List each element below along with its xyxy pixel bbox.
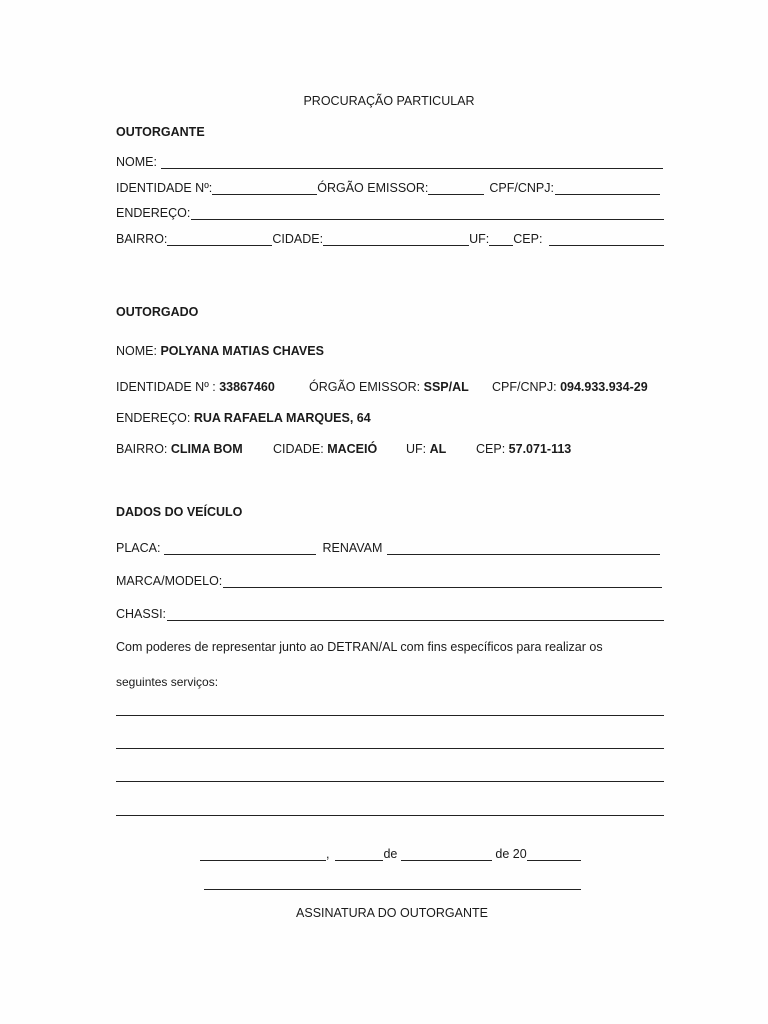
date-year-field[interactable]: [527, 849, 581, 861]
outorgante-bairro-field[interactable]: [167, 234, 272, 246]
date-de-2: de 20: [495, 847, 527, 861]
document-title: PROCURAÇÃO PARTICULAR: [303, 94, 475, 108]
outorgado-orgao-row: [309, 380, 469, 394]
outorgado-cep-label: CEP:: [476, 442, 506, 456]
outorgante-orgao-field[interactable]: [428, 183, 484, 195]
outorgado-uf-label: UF:: [406, 442, 427, 456]
outorgado-cidade-value: MACEIÓ: [327, 442, 378, 456]
date-de-1: de: [383, 847, 398, 861]
outorgado-cidade-row: [273, 442, 377, 456]
veiculo-chassi-label: CHASSI:: [116, 607, 167, 621]
outorgado-bairro-label: BAIRRO:: [116, 442, 168, 456]
outorgado-endereco-value: RUA RAFAELA MARQUES, 64: [193, 411, 371, 425]
signature-line[interactable]: [204, 889, 581, 890]
outorgado-nome-row: [116, 344, 324, 358]
date-month-field[interactable]: [401, 849, 492, 861]
outorgante-cep-label: CEP:: [513, 232, 543, 246]
outorgante-identidade-label: IDENTIDADE Nº:: [116, 181, 213, 195]
veiculo-marca-label: MARCA/MODELO:: [116, 574, 223, 588]
outorgante-bairro-row: [116, 232, 665, 246]
veiculo-placa-field[interactable]: [164, 543, 316, 555]
veiculo-renavam-label: RENAVAM: [322, 541, 383, 555]
poderes-text-line1: Com poderes de representar junto ao DETRAN/AL com fins específicos para realizar os: [116, 640, 603, 654]
outorgante-nome-row: [116, 155, 664, 169]
date-row: [200, 847, 581, 861]
veiculo-placa-label: PLACA:: [116, 541, 161, 555]
outorgante-endereco-row: [116, 206, 665, 220]
outorgado-bairro-value: CLIMA BOM: [170, 442, 243, 456]
outorgante-cep-field[interactable]: [549, 234, 664, 246]
outorgado-nome-label: NOME:: [116, 344, 157, 358]
outorgado-cep-value: 57.071-113: [508, 442, 572, 456]
outorgante-endereco-field[interactable]: [191, 208, 664, 220]
veiculo-marca-row: [116, 574, 663, 588]
outorgado-nome-value: POLYANA MATIAS CHAVES: [160, 344, 324, 358]
outorgado-uf-value: AL: [429, 442, 447, 456]
outorgado-uf-row: [406, 442, 446, 456]
outorgante-cpf-field[interactable]: [555, 183, 660, 195]
outorgado-orgao-label: ÓRGÃO EMISSOR:: [309, 380, 421, 394]
outorgado-heading: OUTORGADO: [116, 305, 199, 319]
servicos-line-1[interactable]: [116, 715, 664, 716]
outorgado-orgao-value: SSP/AL: [423, 380, 469, 394]
outorgado-cep-row: [476, 442, 571, 456]
veiculo-renavam-field[interactable]: [387, 543, 660, 555]
outorgante-uf-label: UF:: [469, 232, 490, 246]
outorgante-cpf-label: CPF/CNPJ:: [489, 181, 554, 195]
veiculo-chassi-field[interactable]: [167, 609, 664, 621]
outorgante-identidade-field[interactable]: [212, 183, 317, 195]
outorgado-cpf-row: [492, 380, 648, 394]
outorgado-cpf-label: CPF/CNPJ:: [492, 380, 557, 394]
servicos-line-3[interactable]: [116, 781, 664, 782]
servicos-line-4[interactable]: [116, 815, 664, 816]
outorgado-bairro-row: [116, 442, 243, 456]
outorgante-identidade-row: [116, 181, 661, 195]
date-comma: ,: [326, 847, 330, 861]
outorgante-uf-field[interactable]: [489, 234, 513, 246]
veiculo-heading: DADOS DO VEÍCULO: [116, 505, 243, 519]
outorgado-endereco-label: ENDEREÇO:: [116, 411, 191, 425]
veiculo-chassi-row: [116, 607, 665, 621]
outorgado-identidade-row: [116, 380, 275, 394]
outorgante-endereco-label: ENDEREÇO:: [116, 206, 191, 220]
date-city-field[interactable]: [200, 849, 326, 861]
veiculo-placa-row: [116, 541, 661, 555]
outorgante-nome-label: NOME:: [116, 155, 157, 169]
outorgante-orgao-label: ÓRGÃO EMISSOR:: [317, 181, 429, 195]
outorgado-cpf-value: 094.933.934-29: [560, 380, 648, 394]
outorgado-cidade-label: CIDADE:: [273, 442, 324, 456]
outorgante-cidade-field[interactable]: [323, 234, 469, 246]
signature-label: ASSINATURA DO OUTORGANTE: [296, 906, 488, 920]
date-day-field[interactable]: [335, 849, 383, 861]
veiculo-marca-field[interactable]: [223, 576, 662, 588]
outorgante-heading: OUTORGANTE: [116, 125, 205, 139]
outorgado-endereco-row: [116, 411, 371, 425]
outorgado-identidade-label: IDENTIDADE Nº :: [116, 380, 216, 394]
poderes-text-line2: seguintes serviços:: [116, 675, 219, 689]
outorgante-nome-field[interactable]: [161, 157, 663, 169]
outorgado-identidade-value: 33867460: [219, 380, 275, 394]
outorgante-bairro-label: BAIRRO:: [116, 232, 168, 246]
servicos-line-2[interactable]: [116, 748, 664, 749]
outorgante-cidade-label: CIDADE:: [272, 232, 324, 246]
